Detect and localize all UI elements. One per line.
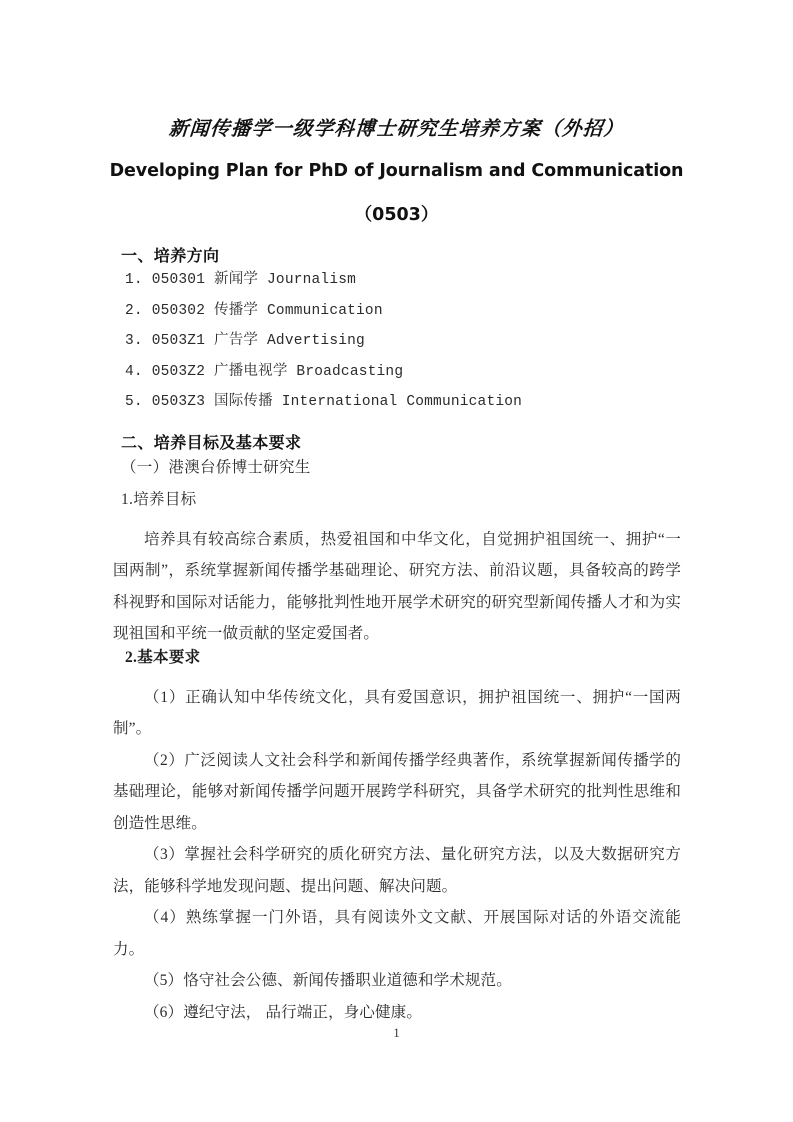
- list-item: 3. 0503Z1 广告学 Advertising: [125, 333, 365, 349]
- section-heading-two: 二、培养目标及基本要求: [121, 432, 302, 452]
- subsection-heading: （一）港澳台侨博士研究生: [121, 458, 311, 476]
- requirement-paragraph: （1）正确认知中华传统文化，具有爱国意识，拥护祖国统一、拥护“一国两制”。: [113, 688, 681, 737]
- page-title-english: Developing Plan for PhD of Journalism and Communication: [109, 161, 684, 182]
- page-number: 1: [393, 1026, 400, 1040]
- list-item: 2. 050302 传播学 Communication: [125, 302, 383, 319]
- requirement-paragraph: （3）掌握社会科学研究的质化研究方法、量化研究方法，以及大数据研究方法，能够科学地发现问题、提出问题、解决问题。: [113, 846, 681, 895]
- document-body: [113, 248, 681, 1028]
- requirement-paragraph: （6）遵纪守法， 品行端正，身心健康。: [144, 1003, 422, 1021]
- page-title-discipline-code: （0503）: [354, 205, 439, 226]
- research-directions-list: [113, 273, 681, 426]
- requirement-paragraph: （5）恪守社会公德、新闻传播职业道德和学术规范。: [144, 972, 512, 989]
- basic-requirements-heading: 2.基本要求: [125, 648, 201, 666]
- training-goal-heading: 1.培养目标: [121, 490, 197, 508]
- list-item: 4. 0503Z2 广播电视学 Broadcasting: [125, 363, 404, 380]
- page-title-chinese: 新闻传播学一级学科博士研究生培养方案（外招）: [168, 117, 626, 140]
- requirement-paragraph: （2）广泛阅读人文社会科学和新闻传播学经典著作，系统掌握新闻传播学的基础理论，能够对新闻传播学问题开展跨学科研究，具备学术研究的批判性思维和创造性思维。: [113, 751, 681, 832]
- list-item: 1. 050301 新闻学 Journalism: [125, 272, 357, 288]
- document-title-block: [0, 116, 793, 226]
- requirement-paragraph: （4）熟练掌握一门外语，具有阅读外文文献、开展国际对话的外语交流能力。: [113, 909, 681, 958]
- list-item: 5. 0503Z3 国际传播 International Communication: [125, 394, 523, 410]
- training-goal-paragraph: 培养具有较高综合素质，热爱祖国和中华文化，自觉拥护祖国统一、拥护“一国两制”，系统掌握新闻传播学基础理论、研究方法、前沿议题，具备较高的跨学科视野和国际对话能力，能够批判性地开展学术研究的研究型新闻传播人才和为实现祖国和平统一做贡献的坚定爱国者。: [113, 530, 681, 642]
- section-heading-one: 一、培养方向: [121, 246, 220, 265]
